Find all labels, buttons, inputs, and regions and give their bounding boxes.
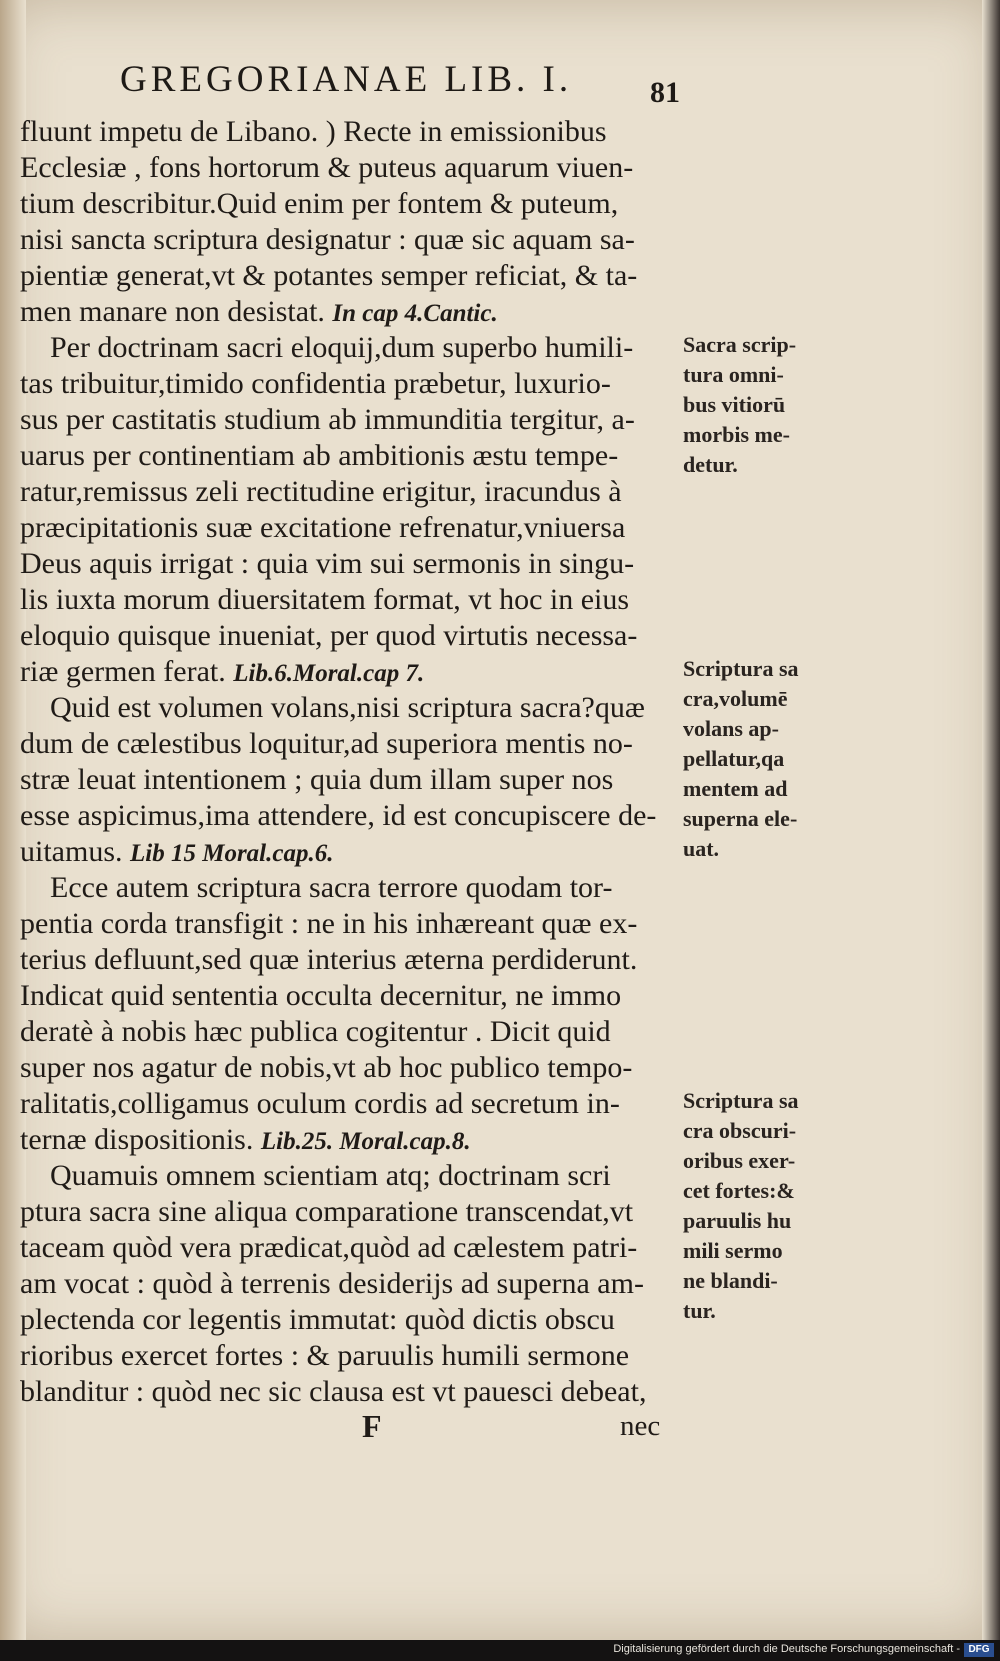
text-line	[20, 978, 680, 1014]
text-line	[20, 474, 680, 510]
margin-note-line: detur.	[683, 452, 738, 477]
citation-reference: Lib.6.Moral.cap 7.	[233, 660, 425, 687]
text-line-content: Ecce autem scriptura sacra terrore quodam tor-	[50, 871, 613, 904]
catchword: nec	[620, 1410, 661, 1442]
margin-note-line: volans ap-	[683, 716, 779, 741]
text-line-content: Deus aquis irrigat : quia vim sui sermonis in singu-	[20, 547, 635, 580]
text-line	[20, 582, 680, 618]
margin-note-line: Scriptura sa	[683, 1088, 799, 1113]
margin-note-line: mili sermo	[683, 1238, 783, 1263]
text-line-content: præcipitationis suæ excitatione refrenatur,vniuersa	[20, 511, 626, 544]
margin-note-line: Scriptura sa	[683, 656, 799, 681]
margin-note-line: cet fortes:&	[683, 1178, 795, 1203]
text-line-content: ternæ dispositionis.	[20, 1123, 254, 1156]
text-line-content: tium describitur.Quid enim per fontem & puteum,	[20, 187, 619, 220]
text-line	[20, 1230, 680, 1266]
text-line-content: ptura sacra sine aliqua comparatione transcendat,vt	[20, 1195, 634, 1228]
text-line	[20, 618, 680, 654]
text-line-content: eloquio quisque inueniat, per quod virtutis necessa-	[20, 619, 638, 652]
text-line-content: taceam quòd vera prædicat,quòd ad cælestem patri-	[20, 1231, 638, 1264]
text-line	[20, 762, 680, 798]
margin-note-line: pellatur,qa	[683, 746, 785, 771]
text-line-content: uarus per continentiam ab ambitionis æstu tempe-	[20, 439, 619, 472]
text-line	[20, 654, 680, 692]
margin-note-line: tura omni-	[683, 362, 784, 387]
text-line	[20, 1374, 680, 1410]
digitization-credit: Digitalisierung gefördert durch die Deutsche Forschungsgemeinschaft -	[613, 1643, 960, 1655]
text-line	[50, 330, 710, 366]
text-line	[20, 438, 680, 474]
text-line-content: fluunt impetu de Libano. ) Recte in emissionibus	[20, 115, 607, 148]
signature-mark: F	[362, 1408, 382, 1444]
text-line	[20, 798, 680, 834]
text-line-content: lis iuxta morum diuersitatem format, vt hoc in eius	[20, 583, 630, 616]
text-line-content: ratur,remissus zeli rectitudine erigitur, iracundus à	[20, 475, 622, 508]
text-line-content: ralitatis,colligamus oculum cordis ad secretum in-	[20, 1087, 620, 1120]
margin-note-line: Sacra scrip-	[683, 332, 797, 357]
text-line	[20, 294, 680, 332]
margin-note-line: oribus exer-	[683, 1148, 796, 1173]
text-line-content: am vocat : quòd à terrenis desiderijs ad superna am-	[20, 1267, 644, 1300]
text-line-content: pientiæ generat,vt & potantes semper reficiat, & ta-	[20, 259, 638, 292]
margin-note-line: bus vitiorū	[683, 392, 786, 417]
text-line-content: stræ leuat intentionem ; quia dum illam super nos	[20, 763, 614, 796]
text-line-content: men manare non desistat.	[20, 295, 325, 328]
text-line-content: Ecclesiæ , fons hortorum & puteus aquarum viuen-	[20, 151, 634, 184]
text-line-content: sus per castitatis studium ab immunditia tergitur, a-	[20, 403, 635, 436]
margin-note-line: superna ele-	[683, 806, 798, 831]
page-number: 81	[650, 76, 680, 109]
text-line-content: blanditur : quòd nec sic clausa est vt pauesci debeat,	[20, 1375, 647, 1408]
text-line	[20, 258, 680, 294]
text-line	[20, 834, 680, 872]
citation-reference: Lib 15 Moral.cap.6.	[130, 840, 334, 867]
text-line	[20, 150, 680, 186]
text-line	[20, 1194, 680, 1230]
text-line	[50, 870, 710, 906]
text-line	[20, 1338, 680, 1374]
text-line-content: nisi sancta scriptura designatur : quæ sic aquam sa-	[20, 223, 635, 256]
margin-note-line: ne blandi-	[683, 1268, 778, 1293]
text-line-content: riæ germen ferat.	[20, 655, 226, 688]
dfg-logo-icon: DFG	[964, 1643, 994, 1657]
text-line	[20, 1050, 680, 1086]
citation-reference: Lib.25. Moral.cap.8.	[260, 1128, 471, 1155]
margin-note-line: cra,volumē	[683, 686, 788, 711]
text-line	[20, 1302, 680, 1338]
margin-note-line: paruulis hu	[683, 1208, 792, 1233]
text-line	[20, 546, 680, 582]
text-line	[20, 942, 680, 978]
text-line	[20, 906, 680, 942]
text-line	[20, 402, 680, 438]
text-line-content: super nos agatur de nobis,vt ab hoc publico tempo-	[20, 1051, 633, 1084]
text-line	[20, 114, 680, 150]
margin-note-line: mentem ad	[683, 776, 788, 801]
margin-note-line: cra obscuri-	[683, 1118, 797, 1143]
text-line-content: tas tribuitur,timido confidentia præbetur, luxurio-	[20, 367, 611, 400]
text-line-content: rioribus exercet fortes : & paruulis humili sermone	[20, 1339, 630, 1372]
text-line	[20, 222, 680, 258]
margin-note-line: morbis me-	[683, 422, 790, 447]
text-line	[50, 1158, 710, 1194]
text-line-content: terius defluunt,sed quæ interius æterna perdiderunt.	[20, 943, 638, 976]
text-line	[50, 690, 710, 726]
text-line-content: esse aspicimus,ima attendere, id est concupiscere de-	[20, 799, 657, 832]
text-line	[20, 510, 680, 546]
text-line	[20, 1086, 680, 1122]
text-line	[20, 726, 680, 762]
margin-note-line: tur.	[683, 1298, 716, 1323]
text-line	[20, 1014, 680, 1050]
text-line-content: uitamus.	[20, 835, 123, 868]
text-line-content: pentia corda transfigit : ne in his inhæreant quæ ex-	[20, 907, 638, 940]
digitization-footer	[0, 1640, 1000, 1661]
citation-reference: In cap 4.Cantic.	[332, 300, 498, 327]
text-line-content: Indicat quid sententia occulta decernitur, ne immo	[20, 979, 622, 1012]
text-line	[20, 1122, 680, 1160]
text-line-content: Quamuis omnem scientiam atq; doctrinam scri	[50, 1159, 611, 1192]
page-edge-shadow	[982, 0, 1000, 1640]
text-line	[20, 366, 680, 402]
running-head: GREGORIANAE LIB. I.	[120, 59, 573, 100]
text-line-content: Per doctrinam sacri eloquij,dum superbo humili-	[50, 331, 634, 364]
margin-note-line: uat.	[683, 836, 720, 861]
text-line-content: deratè à nobis hæc publica cogitentur . Dicit quid	[20, 1015, 611, 1048]
text-line	[20, 186, 680, 222]
text-line	[20, 1266, 680, 1302]
text-line-content: plectenda cor legentis immutat: quòd dictis obscu	[20, 1303, 615, 1336]
text-line-content: Quid est volumen volans,nisi scriptura sacra?quæ	[50, 691, 645, 724]
text-line-content: dum de cælestibus loquitur,ad superiora mentis no-	[20, 727, 633, 760]
